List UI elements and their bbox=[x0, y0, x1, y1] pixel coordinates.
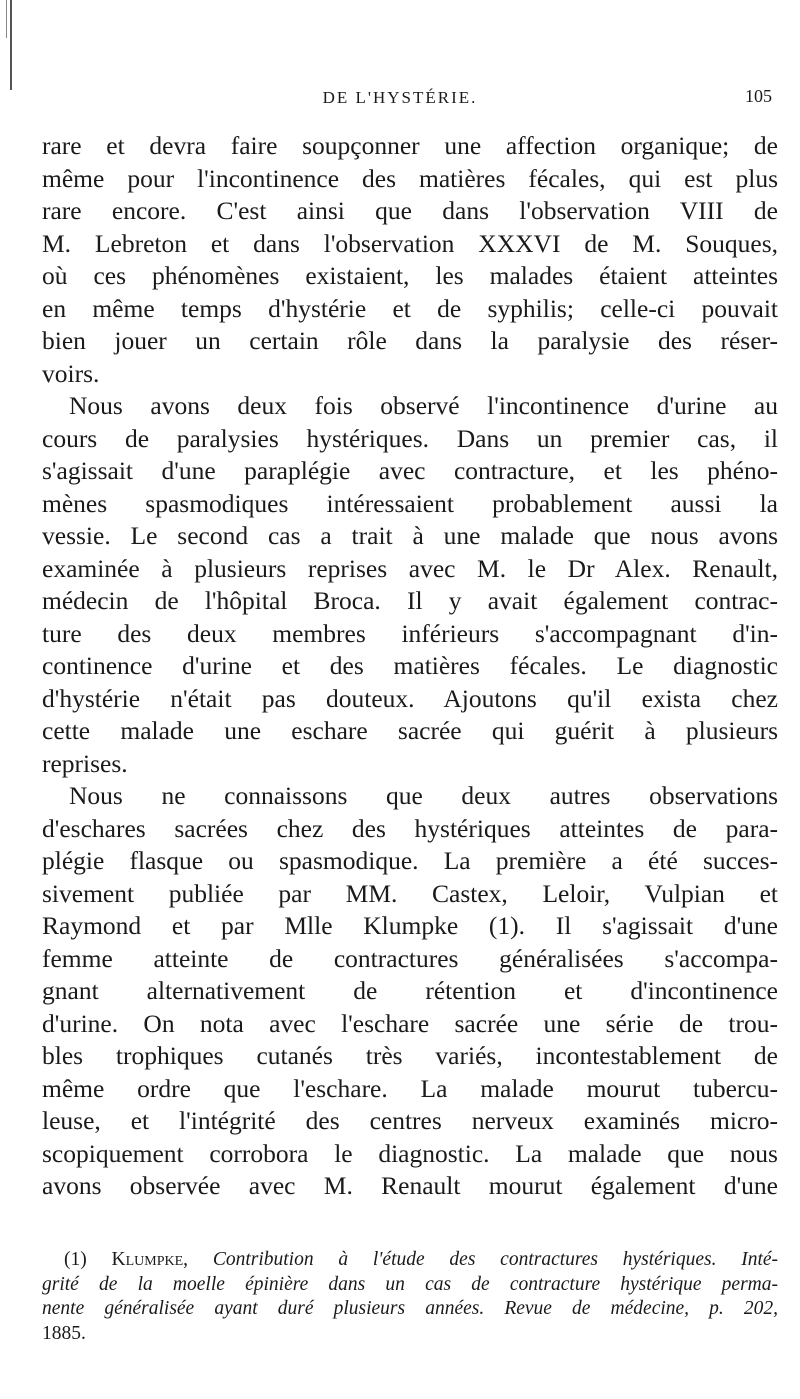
footnote-line: 1885. bbox=[42, 1322, 86, 1344]
text-line: même pour l'incontinence des matières fécales, qui est plus bbox=[42, 163, 778, 193]
footnote-author: Klumpke, bbox=[111, 1249, 189, 1270]
text-line: d'hystérie n'était pas douteux. Ajoutons qu'il exista chez bbox=[42, 683, 778, 713]
text-line: s'agissait d'une paraplégie avec contracture, et les phéno- bbox=[42, 456, 778, 485]
text-line: médecin de l'hôpital Broca. Il y avait également contrac- bbox=[42, 586, 778, 615]
text-line: bien jouer un certain rôle dans la paralysie des réser- bbox=[42, 326, 778, 355]
text-line: mènes spasmodiques intéressaient probablement aussi la bbox=[42, 488, 778, 518]
text-line: M. Lebreton et dans l'observation XXXVI de M. Souques, bbox=[42, 228, 778, 258]
footnote-line: nente généralisée ayant duré plusieurs années. Revue de médecine, p. 202, bbox=[42, 1298, 778, 1319]
text-line: d'urine. On nota avec l'eschare sacrée une série de trou- bbox=[42, 1008, 778, 1038]
footnote-marker: (1) bbox=[64, 1249, 87, 1270]
text-line: avons observée avec M. Renault mourut également d'une bbox=[42, 1171, 778, 1200]
text-line: même ordre que l'eschare. La malade mourut tubercu- bbox=[42, 1073, 778, 1103]
text-line: rare encore. C'est ainsi que dans l'observation VIII de bbox=[42, 196, 778, 225]
text-line: scopiquement corrobora le diagnostic. La malade que nous bbox=[42, 1138, 778, 1168]
text-line: sivement publiée par MM. Castex, Leloir, Vulpian et bbox=[42, 878, 778, 908]
text-line: gnant alternativement de rétention et d'incontinence bbox=[42, 976, 778, 1005]
text-line: cette malade une eschare sacrée qui guérit à plusieurs bbox=[42, 716, 778, 745]
text-line: vessie. Le second cas a trait à une malade que nous avons bbox=[42, 521, 778, 550]
footnote-title: Contribution à l'étude des contractures hystériques. Inté- bbox=[212, 1249, 779, 1270]
text-line: où ces phénomènes existaient, les malades étaient atteintes bbox=[42, 261, 778, 290]
running-title: DE L'HYSTÉRIE. bbox=[322, 88, 478, 107]
text-line: cours de paralysies hystériques. Dans un premier cas, il bbox=[42, 423, 778, 453]
paragraph-start-line: Nous avons deux fois observé l'incontinence d'urine au bbox=[69, 391, 778, 420]
footnote-line bbox=[42, 1248, 778, 1273]
text-line: ture des deux membres inférieurs s'accompagnant d'in- bbox=[42, 618, 778, 648]
text-line: voirs. bbox=[42, 358, 100, 388]
gutter-edge-line-secondary bbox=[6, 0, 7, 38]
text-line: reprises. bbox=[42, 748, 128, 778]
text-line: Raymond et par Mlle Klumpke (1). Il s'agissait d'une bbox=[42, 911, 778, 940]
text-line: plégie flasque ou spasmodique. La première a été succes- bbox=[42, 846, 778, 875]
text-line: leuse, et l'intégrité des centres nerveux examinés micro- bbox=[42, 1106, 778, 1135]
text-line: rare et devra faire soupçonner une affection organique; de bbox=[42, 131, 778, 160]
text-line: d'eschares sacrées chez des hystériques atteintes de para- bbox=[42, 813, 778, 843]
text-line: en même temps d'hystérie et de syphilis; celle-ci pouvait bbox=[42, 293, 778, 323]
text-line: bles trophiques cutanés très variés, incontestablement de bbox=[42, 1041, 778, 1070]
paragraph-start-line: Nous ne connaissons que deux autres observations bbox=[69, 781, 778, 810]
running-head bbox=[20, 84, 780, 114]
text-line: continence d'urine et des matières fécales. Le diagnostic bbox=[42, 651, 778, 680]
gutter-edge-line bbox=[10, 0, 12, 90]
footnote-line: grité de la moelle épinière dans un cas de contracture hystérique perma- bbox=[42, 1273, 778, 1295]
text-line: examinée à plusieurs reprises avec M. le Dr Alex. Renault, bbox=[42, 553, 778, 583]
footnote bbox=[42, 1248, 778, 1346]
text-line: femme atteinte de contractures généralisées s'accompa- bbox=[42, 943, 778, 973]
body-text bbox=[42, 130, 778, 1203]
page-number: 105 bbox=[745, 86, 772, 106]
